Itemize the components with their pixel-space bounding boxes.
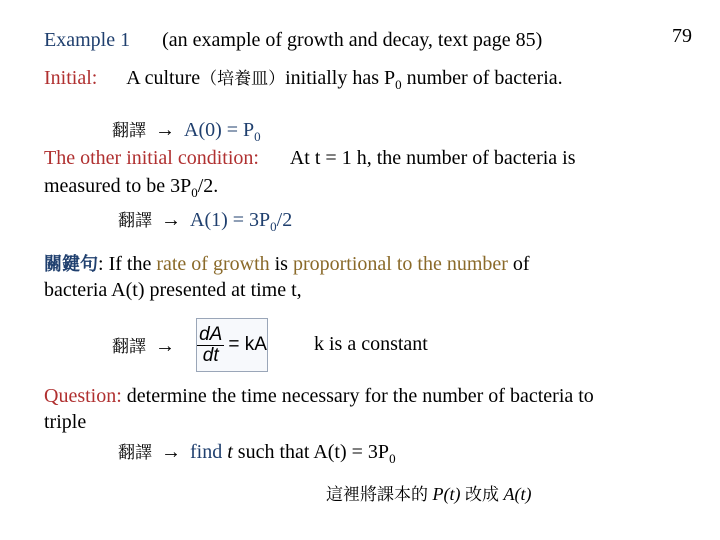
initial-line: [44, 66, 563, 97]
example-label: Example 1: [44, 29, 131, 51]
question-line-2: triple: [44, 411, 87, 433]
other-condition-text-1: At t = 1 h, the number of bacteria is: [289, 147, 576, 169]
proportional-phrase: proportional to the number: [292, 253, 508, 275]
find-word: find: [190, 441, 228, 463]
constant-note: k is a constant: [314, 333, 428, 355]
footnote-cjk-1: 這裡將課本的: [326, 485, 428, 505]
ode-rhs: = kA: [228, 334, 267, 355]
initial-cjk-term: （培養皿）: [200, 69, 286, 89]
footnote-cjk-2: 改成: [464, 485, 499, 505]
translate-label-2: 翻譯: [118, 211, 152, 231]
other-condition-label: The other initial condition:: [44, 147, 259, 169]
example-note: (an example of growth and decay, text page 85): [162, 29, 543, 51]
other-condition-line-2: measured to be $3P_0/2$.: [44, 175, 219, 200]
translate-label-3: 翻譯: [112, 337, 146, 357]
ode-denominator: dt: [202, 344, 219, 366]
footnote: [326, 482, 531, 507]
footnote-a: A(t): [503, 484, 532, 504]
translate-label-1: 翻譯: [112, 121, 146, 141]
rate-of-growth-phrase: rate of growth: [156, 253, 270, 275]
find-line: 翻譯 → find t such that $A(t) = 3P_0$: [118, 441, 396, 466]
initial-text-after: initially has P: [285, 67, 396, 89]
key-sentence-label: 關鍵句: [44, 254, 98, 275]
initial-subscript: 0: [395, 77, 402, 92]
initial-text-end: number of bacteria.: [401, 67, 563, 89]
equation-1: [112, 118, 261, 149]
ode-equation-box: [196, 318, 268, 372]
key-sentence-line-2: bacteria A(t) presented at time t,: [44, 279, 302, 301]
question-text-1: determine the time necessary for the number of bacteria to: [121, 385, 594, 407]
find-var-t: t: [227, 441, 233, 463]
arrow-1: →: [155, 119, 175, 141]
equation-1-text: $A(0) = P_0$: [184, 119, 261, 144]
translate-label-4: 翻譯: [118, 443, 152, 463]
key-sentence-line-1: 關鍵句: If the rate of growth is proportional to the number of: [44, 253, 530, 275]
initial-text-before: A culture: [126, 67, 201, 89]
arrow-3: →: [155, 335, 175, 357]
equation-2: [118, 208, 292, 239]
initial-label: Initial:: [44, 67, 98, 89]
page-number: 79: [672, 25, 692, 47]
arrow-2: →: [161, 209, 181, 231]
question-line-1: [44, 384, 594, 408]
example-title: [44, 28, 542, 52]
question-label: Question:: [44, 385, 122, 407]
ode-fraction: [197, 325, 224, 366]
ode-numerator: dA: [199, 323, 223, 345]
arrow-4: →: [161, 441, 181, 463]
find-text: such that A(t) = 3P: [232, 441, 390, 463]
equation-2-text: $A(1) = 3P_0/2$: [190, 209, 293, 234]
ode-translate: [112, 334, 179, 359]
other-condition-line-1: [44, 146, 576, 170]
footnote-p: P(t): [432, 484, 461, 504]
